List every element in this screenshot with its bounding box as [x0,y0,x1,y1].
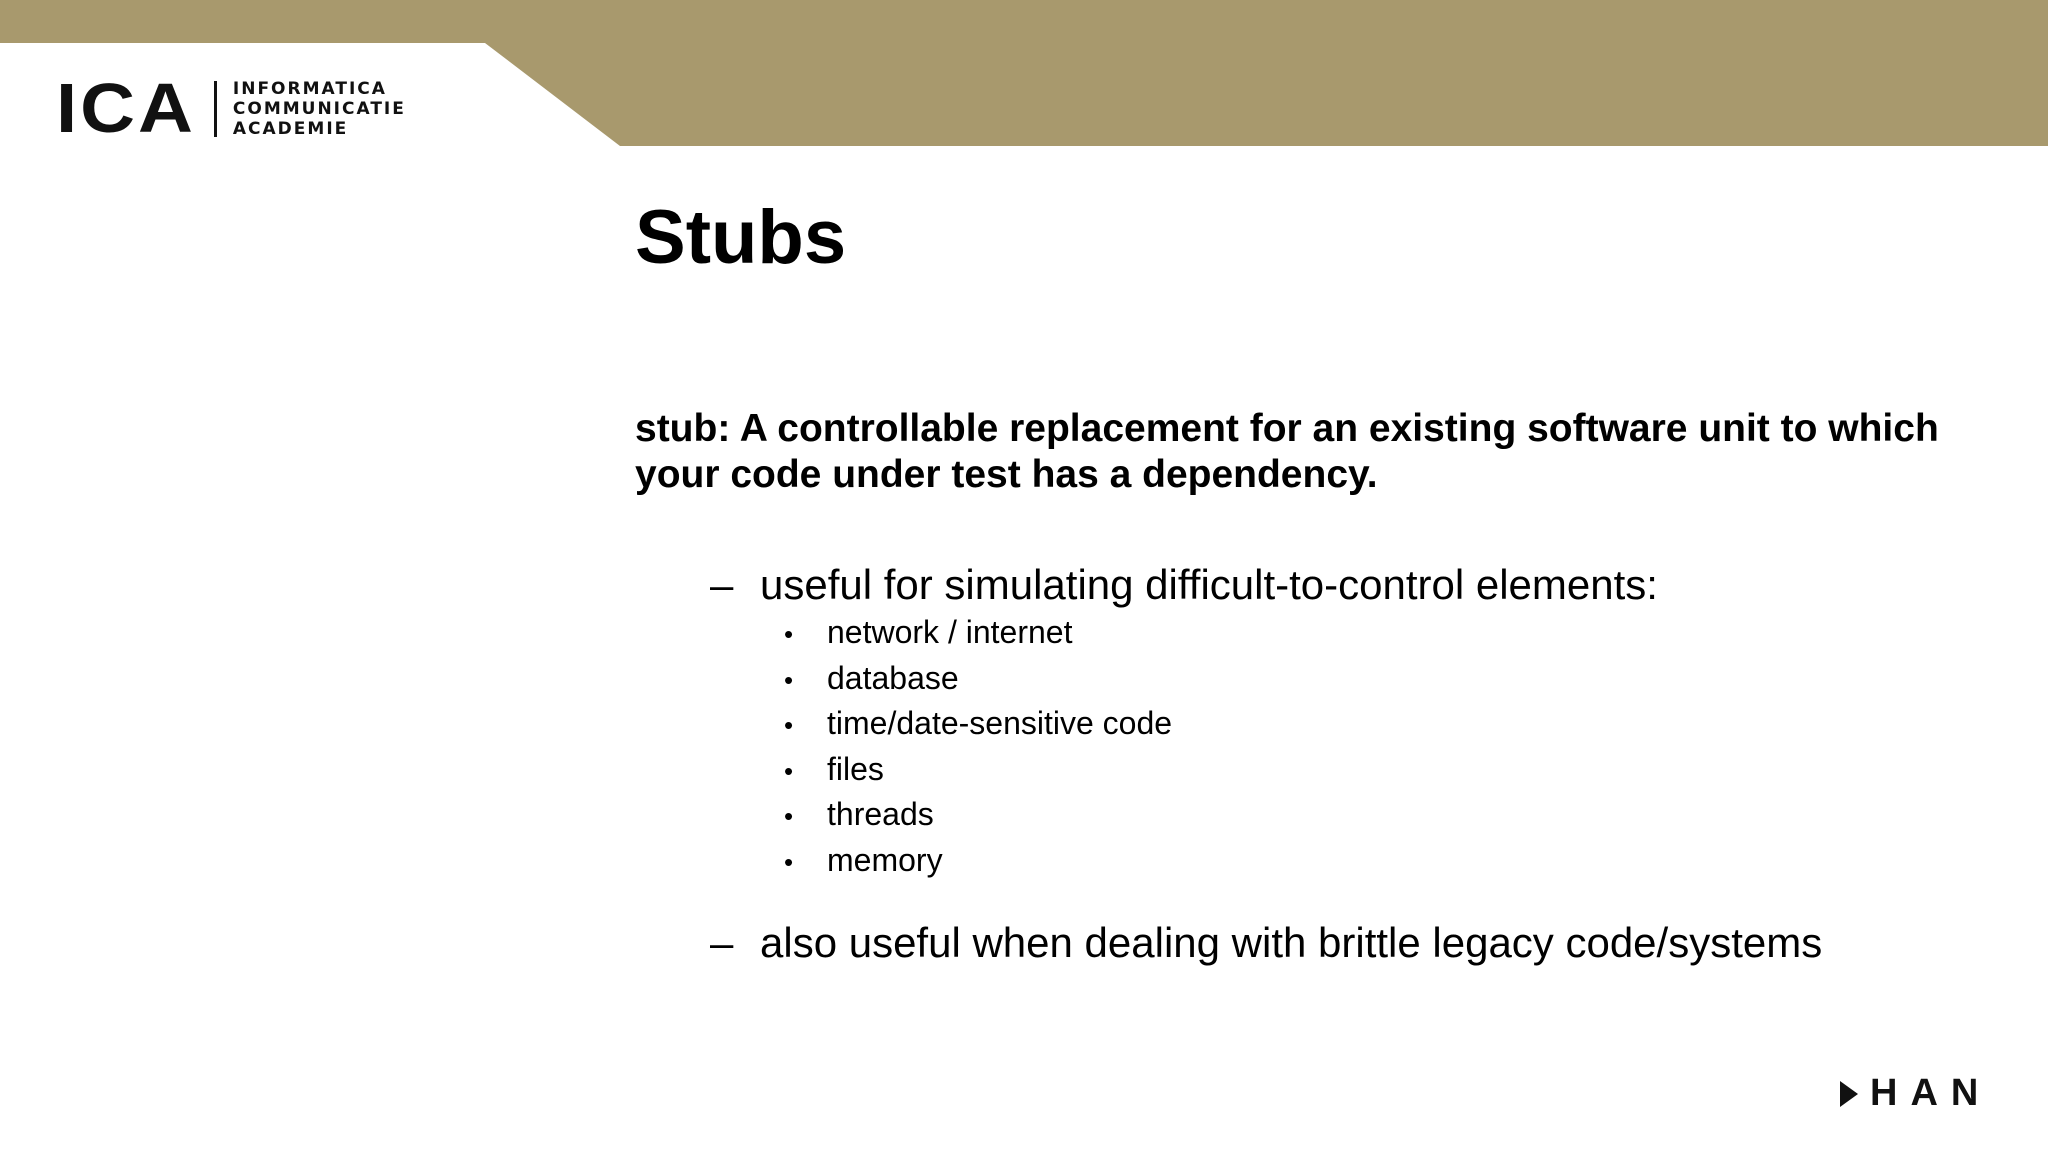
list-item [784,748,1172,794]
list-item-text: network / internet [827,614,1073,650]
play-triangle-icon [1838,1080,1860,1108]
slide-title: Stubs [635,195,847,280]
list-item-text: time/date-sensitive code [827,705,1173,741]
bullet-dot: • [784,801,794,831]
point-simulating [710,560,1658,610]
sub-item-list [784,611,1172,884]
bullet-dot: • [784,846,794,877]
point-text: useful for simulating difficult-to-control elements: [760,561,1658,608]
list-item-text: database [827,659,959,696]
logo-line: INFORMATICA [232,79,387,99]
bullet-dot: • [784,664,794,695]
bullet-dot: • [784,710,794,740]
definition-text: stub: A controllable replacement for an existing software unit to which your code under test has a dependency. [635,407,1939,496]
list-item-text: memory [827,841,943,878]
point-legacy [710,918,1822,968]
list-item [784,611,1172,657]
list-item [784,839,1172,885]
ica-logo [56,69,406,148]
han-logo-text: HAN [1870,1072,1992,1114]
point-text: also useful when dealing with brittle legacy code/systems [760,919,1823,966]
ica-logo-wordmark [233,79,406,139]
list-item-text: files [827,750,884,787]
list-item [784,657,1172,703]
bullet-dot: • [784,755,794,786]
list-item-text: threads [827,796,934,832]
bullet-dot: • [784,619,794,649]
logo-divider [214,81,217,137]
dash-bullet: – [710,561,734,608]
list-item [784,702,1172,748]
han-logo [1838,1072,1991,1115]
logo-line: COMMUNICATIE [232,99,406,119]
list-item [784,793,1172,839]
logo-line: ACADEMIE [232,119,349,139]
dash-bullet: – [710,919,734,966]
ica-logo-mark: ICA [56,69,196,148]
